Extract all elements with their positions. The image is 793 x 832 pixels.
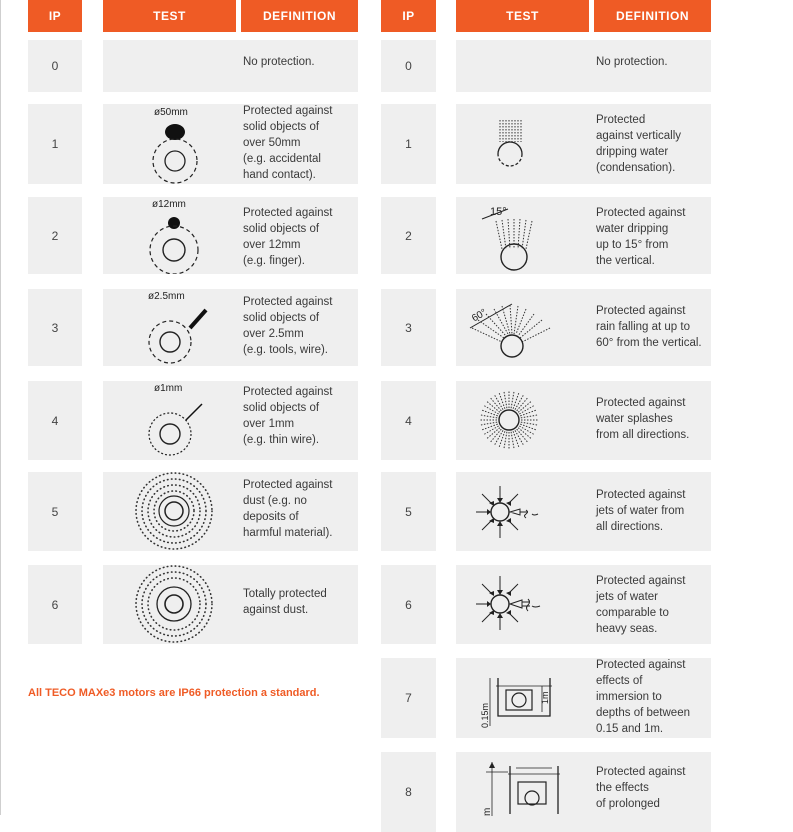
splash-ray xyxy=(513,431,519,448)
splash-all-directions-icon xyxy=(477,388,541,452)
solids-header-definition: DEFINITION xyxy=(241,0,358,32)
solid-object-12mm-icon xyxy=(140,196,210,274)
splash-ray xyxy=(515,394,524,410)
water-row-8-label: m xyxy=(482,807,493,816)
ip66-note: All TECO MAXe3 motors are IP66 protection a standard. xyxy=(28,687,320,699)
svg-text:0.15m: 0.15m xyxy=(480,702,490,728)
solids-row-0-ip: 0 xyxy=(28,40,82,92)
water-row-3-label: 60° xyxy=(470,307,489,325)
water-row-1-ip: 1 xyxy=(381,104,436,184)
splash-ray xyxy=(481,424,498,430)
splash-ray xyxy=(483,426,499,435)
solids-header-ip: IP xyxy=(28,0,82,32)
heavy-sea-jets-icon xyxy=(472,572,546,634)
water-row-4-ip: 4 xyxy=(381,381,436,460)
solids-row-6-definition: Totally protected against dust. xyxy=(243,588,327,616)
splash-ray xyxy=(519,426,535,435)
solids-row-1-ip: 1 xyxy=(28,104,82,184)
solids-row-3-label: ø2.5mm xyxy=(148,291,185,302)
water-jets-icon xyxy=(472,482,546,542)
solids-row-1-definition: Protected against solid objects of over 50mm (e.g. accidental hand contact). xyxy=(243,105,333,181)
splash-ray xyxy=(520,424,537,430)
solids-row-2-definition: Protected against solid objects of over 12mm (e.g. finger). xyxy=(243,207,333,267)
water-row-2-ip: 2 xyxy=(381,197,436,274)
solids-row-1-label: ø50mm xyxy=(154,107,188,118)
solids-row-0-cell xyxy=(103,40,358,92)
splash-ray xyxy=(520,410,537,416)
water-row-8-definition: Protected against the effects of prolonged xyxy=(596,766,686,810)
water-row-0-ip: 0 xyxy=(381,40,436,92)
water-row-3-ip: 3 xyxy=(381,289,436,366)
water-row-3-definition: Protected against rain falling at up to 60° from the vertical. xyxy=(596,305,702,349)
dust-protected-icon xyxy=(133,471,217,551)
temporary-immersion-icon xyxy=(476,664,556,734)
splash-ray xyxy=(515,430,524,446)
solids-row-2-ip: 2 xyxy=(28,197,82,274)
water-row-7-ip: 7 xyxy=(381,658,436,738)
solids-row-4-ip: 4 xyxy=(28,381,82,460)
splash-ray xyxy=(481,410,498,416)
water-row-5-definition: Protected against jets of water from all directions. xyxy=(596,489,686,533)
splash-ray xyxy=(494,394,503,410)
solids-row-0-definition: No protection. xyxy=(243,56,315,68)
water-row-4-definition: Protected against water splashes from all directions. xyxy=(596,397,690,441)
solids-row-3-definition: Protected against solid objects of over 2.5mm (e.g. tools, wire). xyxy=(243,296,333,356)
water-header-ip: IP xyxy=(381,0,436,32)
solid-object-50mm-icon xyxy=(140,104,210,184)
rain-60-degree-icon xyxy=(466,298,556,362)
svg-text:1m: 1m xyxy=(540,691,550,704)
water-row-5-ip: 5 xyxy=(381,472,436,551)
splash-ray xyxy=(499,392,505,409)
solids-header-test: TEST xyxy=(103,0,236,32)
continuous-immersion-icon xyxy=(478,758,562,818)
water-row-0-definition: No protection. xyxy=(596,56,668,68)
water-row-8-ip: 8 xyxy=(381,752,436,832)
dust-tight-icon xyxy=(133,564,217,644)
splash-ray xyxy=(494,430,503,446)
splash-ray xyxy=(499,431,505,448)
splash-ray xyxy=(519,405,535,414)
solids-row-4-definition: Protected against solid objects of over 1mm (e.g. thin wire). xyxy=(243,386,333,446)
water-row-0-cell xyxy=(456,40,711,92)
solids-row-6-ip: 6 xyxy=(28,565,82,644)
water-row-2-label: 15° xyxy=(490,206,507,218)
water-header-test: TEST xyxy=(456,0,589,32)
water-header-definition: DEFINITION xyxy=(594,0,711,32)
solids-row-2-label: ø12mm xyxy=(152,199,186,210)
water-row-6-ip: 6 xyxy=(381,565,436,644)
solid-object-2-5mm-icon xyxy=(140,288,215,366)
splash-ray xyxy=(513,392,519,409)
water-row-2-definition: Protected against water dripping up to 15° from the vertical. xyxy=(596,207,686,267)
page-left-rule xyxy=(0,0,1,815)
water-row-1-definition: Protected against vertically dripping water (condensation). xyxy=(596,114,682,174)
solids-row-5-definition: Protected against dust (e.g. no deposits of harmful material). xyxy=(243,479,333,539)
splash-ray xyxy=(483,405,499,414)
vertical-drip-icon xyxy=(490,118,530,174)
solids-row-4-label: ø1mm xyxy=(154,383,183,394)
solids-row-3-ip: 3 xyxy=(28,289,82,366)
water-row-6-definition: Protected against jets of water comparable to heavy seas. xyxy=(596,575,686,635)
solid-object-1mm-icon xyxy=(140,380,215,460)
water-row-7-definition: Protected against effects of immersion to depths of between 0.15 and 1m. xyxy=(596,659,690,735)
solids-row-5-ip: 5 xyxy=(28,472,82,551)
drip-15-degree-icon xyxy=(478,199,546,275)
